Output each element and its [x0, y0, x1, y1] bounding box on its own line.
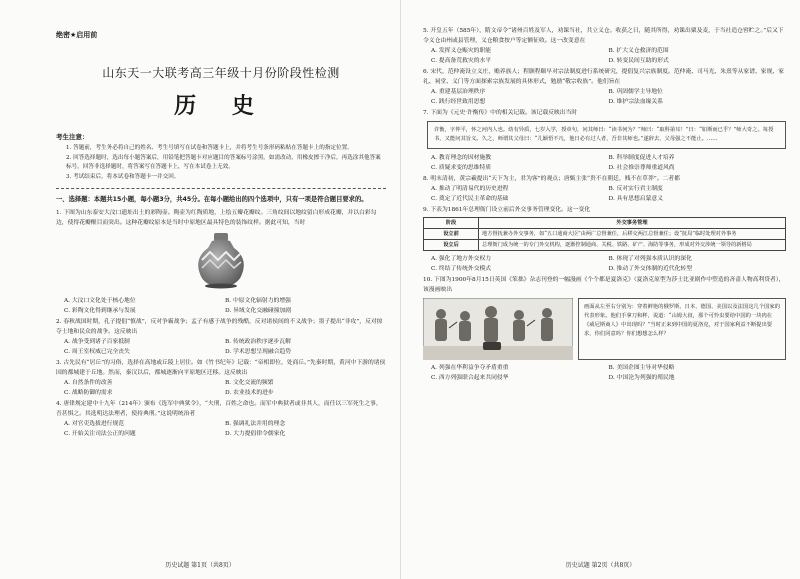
q4-option-c: C. 开始关注司法公正的问题: [64, 431, 136, 437]
question-3-stem: 3. 古先民有“居丘”的习俗，选择在高地或丘陵上居住。如《竹书纪年》记载：“帝相即位，处商丘。”先秦时期，黄河中下游的诸侯国的都城建于丘地。然而，秦汉以后，都城逐渐向平原地区迁移。这反映出: [56, 360, 386, 376]
q5-option-c: C. 提高备荒救灾的水平: [431, 58, 492, 64]
q6-option-c: C. 践行经世致用思想: [431, 99, 486, 105]
q7-option-a: A. 教育理念的因材施教: [431, 155, 492, 161]
question-6-options: [431, 87, 786, 107]
question-2-options: [64, 337, 386, 357]
q6-option-b: B. 巩固儒学主导地位: [608, 89, 663, 95]
question-7-options: [431, 153, 786, 173]
q9-option-a: A. 强化了地方外交权力: [431, 256, 492, 262]
note-item-3: 3. 考试结束后，将本试卷和答题卡一并交回。: [66, 173, 180, 180]
question-3-options: [64, 378, 386, 398]
cartoon-illustration: [423, 298, 573, 360]
question-7-stem: 7. 下面为《元史·许衡传》中的相关记载。该记载反映出当时: [423, 110, 578, 116]
table-cell: 设立前: [424, 229, 479, 240]
q7-option-b: B. 科举制度促进人才培养: [608, 155, 675, 161]
q10-option-d: D. 中国沦为列强的殖民地: [608, 375, 675, 381]
q1-option-d: D. 异域文化交融碰撞加剧: [225, 308, 292, 314]
question-9-stem: 9. 下表为1861年总理衙门设立前后外交事务管理变化。这一变化: [423, 207, 591, 213]
q4-option-d: D. 大力提倡律令儒家化: [225, 431, 286, 437]
question-7-quote: 许衡，字仲平，怀之河内人也。幼有异质，七岁入学，授章句，问其师曰：“读书何为？”师曰：“取科第耳！”曰：“如斯而已乎？”师大奇之。每授书，又能问其旨义。久之，师谓其父母曰：“儿颖悟不凡，他日必有过人者，吾非其师也。”遂辞去，父母强之不能止。……: [427, 121, 786, 149]
question-4-stem: 4. 唐律规定建中十九年（214年）颁布《选军中典狱令》，“夫刑，百姓之命也。而军中典狱者或非其人，而任以三军死生之事，吾甚惧之。其选明达法理者，使持典刑。”这说明统治者: [56, 401, 382, 417]
q2-option-a: A. 战争受到诸子百家抵制: [64, 339, 130, 345]
exam-title: 山东天一大联考高三年级十月份阶段性检测: [102, 66, 340, 80]
q10-option-b: B. 美国企图主导对华侵略: [608, 365, 675, 371]
q4-option-b: B. 强调礼法并用的理念: [225, 421, 286, 427]
notes-title: 考生注意：: [56, 133, 89, 141]
q2-option-b: B. 传统政治秩序逐步瓦解: [225, 339, 291, 345]
q5-option-a: A. 发挥义仓赈灾的职能: [431, 48, 492, 54]
table-row: [424, 229, 786, 240]
q1-option-c: C. 彩陶文化得到继承与发展: [64, 308, 136, 314]
question-1-options: [64, 296, 386, 316]
q3-option-b: B. 文化交流的频繁: [225, 380, 274, 386]
table-header-row: [424, 218, 786, 229]
table-row: [424, 240, 786, 251]
q5-option-b: B. 扩大义仓救济的范围: [608, 48, 669, 54]
divider: [56, 188, 386, 189]
q2-option-c: C. 周王室权威已完全丧失: [64, 349, 130, 355]
q8-option-a: A. 推动了明清易代的历史进程: [431, 186, 509, 192]
q1-option-a: A. 大汶口文化处于核心地位: [64, 298, 136, 304]
question-9-table: [423, 217, 786, 251]
subject-title: 历 史: [174, 93, 268, 119]
q10-option-a: A. 列强在华利益争夺矛盾重重: [431, 365, 509, 371]
q6-option-d: D. 维护宗法血缘关系: [608, 99, 664, 105]
question-5-stem: 5. 开皇五年（585年），隋文帝令“诸州百姓及军人，劝课当社，共立义仓。收获之日，随其所得，劝课出粟及麦，于当社造仓窖贮之。”后又下令义仓由州或县管理，义仓粮食按户等定额征收。这一改变意在: [423, 28, 784, 44]
q4-option-a: A. 对官吏选拔进行规范: [64, 421, 125, 427]
q7-option-c: C. 质疑求变的思维特质: [431, 165, 492, 171]
q3-option-c: C. 战略防御的需求: [64, 390, 113, 396]
q6-option-a: A. 重建基层治理秩序: [431, 89, 486, 95]
q7-option-d: D. 社会推崇尊师重道风尚: [608, 165, 675, 171]
question-8-options: [431, 184, 786, 204]
table-cell: 地方督抚兼办外交事务，如“五口通商大臣”由两广总督兼任，后移交两江总督兼任；设“抚局”临时处理对外事务: [479, 229, 786, 240]
q8-option-c: C. 奠定了近代民主革命的基础: [431, 196, 509, 202]
section-title: 一、选择题：本题共15小题，每小题3分，共45分。在每小题给出的四个选项中，只有一项是符合题目要求的。: [56, 196, 368, 203]
note-item-1: 1. 答题前，考生务必将自己的姓名、考生号填写在试卷和答题卡上，并将考生号条形码粘贴在答题卡上的指定位置。: [66, 145, 353, 151]
page-2-footer: 历史试题 第2页（共8页）: [565, 562, 636, 569]
question-5-options: [431, 46, 786, 66]
question-10-cartoon-caption: 画面从左至右分别为：穿着鲜艳的俄罗斯、日本、德国、美国以及法国这几个国家的代表形象。他们手拿刀和秤，说道：“山姆大叔，那个可怜虫要给中国的一块肉在《威尼斯商人》中出现吗？”当时正来到中国的夏洛克，对于国家利益不断提出要求，你们同意吗？你们想想怎么样？: [578, 298, 786, 360]
table-header-cell: 外交事务管理: [479, 218, 786, 229]
q3-option-d: D. 农业技术的进步: [225, 390, 274, 396]
question-4-options: [64, 419, 386, 439]
q9-option-c: C. 终结了传统外交模式: [431, 266, 492, 272]
q10-option-c: C. 西方列强联合起来共同侵华: [431, 375, 509, 381]
q5-option-d: D. 转变民间互助的形式: [608, 58, 669, 64]
table-header-cell: 阶段: [424, 218, 479, 229]
page-2: [400, 0, 800, 579]
question-6-stem: 6. 宋代，范仲淹设立义庄，赡养族人；程颢程颐早对宗法制度进行系统研究，提倡复兴宗族制度。范仲淹、司马光、朱熹等从家谱、家规、家礼、祠堂、义门等方面探索宗族发展的具体形式，勉励“敬宗收族”。他们旨在: [423, 69, 784, 85]
page-1-footer: 历史试题 第1页（共8页）: [165, 562, 235, 569]
question-10-figure: [423, 298, 786, 360]
question-10-options: [431, 363, 786, 383]
question-1-stem: 1. 下图为山东泰安大汶口遗址出土的彩陶壶。陶壶为红陶质地，上绘五瓣花瓣纹。三角纹间以地纹留白形成花瓣，并以白彩勾边，使得花瓣醒目而突出。这种花瓣纹原本是当时中原地区最具特色的装饰纹样。据此可知，当时: [56, 210, 377, 226]
q2-option-d: D. 学术思想呈现融合趋势: [225, 349, 292, 355]
q3-option-a: A. 自然条件的改善: [64, 380, 113, 386]
question-10-stem: 10. 下图为1900年8月15日英国《笨拙》杂志刊登的一幅漫画《个个都是夏洛克》（夏洛克原型为莎士比亚剧作中塑造的吝啬人物高利贷者），该漫画映出: [423, 277, 785, 293]
q9-option-d: D. 推动了外交体制的近代化转型: [608, 266, 692, 272]
table-cell: 总理衙门成为统一的专门外交机构，逐渐控制通商、关税、铁路、矿产、海防等事务，形成对外交涉统一领导的新格局: [479, 240, 786, 251]
question-9-options: [431, 254, 786, 274]
pottery-vase-image: [56, 230, 386, 292]
question-2-stem: 2. 春秋战国时期，孔子提倡“慎战”，反对争霸战争；孟子有感于战争的残酷，反对诸侯间的不义战争；墨子提出“非攻”，反对掠夺土地和民众的战争。这反映出: [56, 319, 383, 335]
q8-option-b: B. 反对实行君主制度: [608, 186, 663, 192]
q8-option-d: D. 具有思想启蒙意义: [608, 196, 664, 202]
q1-option-b: B. 中原文化辐射力的增强: [225, 298, 291, 304]
secret-label: 绝密★启用前: [56, 31, 98, 39]
note-item-2: 2. 回答选择题时，选出每小题答案后，用铅笔把答题卡对应题目的答案标号涂黑。如需改动，用橡皮擦干净后，再选涂其他答案标号。回答非选择题时，将答案写在答题卡上，写在本试卷上无效。: [66, 154, 381, 170]
question-8-stem: 8. 明末清初，黄宗羲提出“天下为主，君为客”的观点；唐甄主张“贵不在朝廷，贱不在草莽”。二者都: [423, 176, 680, 182]
q9-option-b: B. 体现了对列强本质认识的深化: [608, 256, 692, 262]
vase-icon: [190, 230, 252, 292]
table-cell: 设立后: [424, 240, 479, 251]
